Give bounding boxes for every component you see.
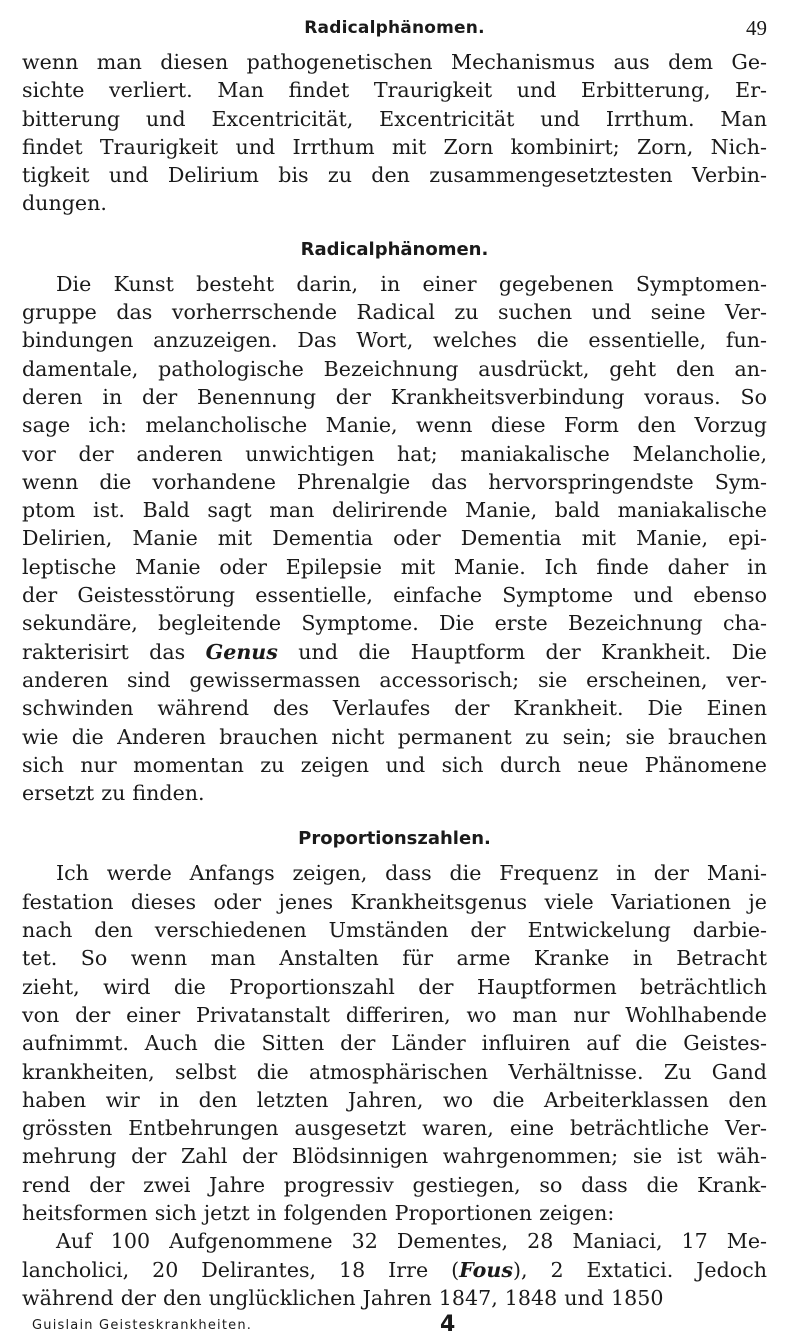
running-head [22,14,767,48]
text-line: krankheiten, selbst die atmosphärischen Verhältnisse. Zu Gand [22,1059,767,1084]
text-line: wie die Anderen brauchen nicht permanent zu sein; sie brauchen [22,724,767,749]
text-line: lancholici, 20 Delirantes, 18 Irre (Fous), 2 Extatici. Jedoch [22,1257,768,1282]
text-line: Die Kunst besteht darin, in einer gegebenen Symptomen- [56,271,767,296]
paragraph [22,270,767,808]
page-footer [22,1314,767,1340]
paragraph [22,1227,767,1312]
text-line: während der den unglücklichen Jahren 1847, 1848 und 1850 [22,1285,664,1310]
text-line: deren in der Benennung der Krankheitsverbindung voraus. So [22,384,767,409]
book-page [22,14,767,1340]
text-line: grössten Entbehrungen ausgesetzt waren, eine beträchtliche Ver- [22,1116,767,1141]
text-line: von der einer Privatanstalt differiren, wo man nur Wohlhabende [22,1002,767,1027]
section-heading: Proportionszahlen. [298,828,491,850]
text-line: sichte verliert. Man findet Traurigkeit und Erbitterung, Er- [22,78,767,103]
text-line: nach den verschiedenen Umständen der Entwickelung darbie- [22,918,767,943]
text-line: gruppe das vorherrschende Radical zu suchen und seine Ver- [22,300,767,325]
text-line: festation dieses oder jenes Krankheitsgenus viele Variationen je [22,889,767,914]
text-line: ersetzt zu finden. [22,781,205,806]
text-line: bitterung und Excentricität, Excentricität und Irrthum. Man [22,106,767,131]
running-title: Radicalphänomen. [304,18,485,38]
text-line: rend der zwei Jahre progressiv gestiegen, so dass die Krank- [22,1172,767,1197]
text-line: wenn die vorhandene Phrenalgie das hervorspringendste Sym- [22,469,767,494]
text-line: tet. So wenn man Anstalten für arme Kranke in Betracht [22,946,767,971]
text-line: findet Traurigkeit und Irrthum mit Zorn kombinirt; Zorn, Nich- [22,134,767,159]
printer-signature: Guislain Geisteskrankheiten. [32,1318,253,1334]
section-heading: Radicalphänomen. [300,238,489,260]
text-line: anderen sind gewissermassen accessorisch; sie erscheinen, ver- [22,667,767,692]
body-text [22,48,767,1312]
text-line: Auf 100 Aufgenommene 32 Dementes, 28 Maniaci, 17 Me- [56,1229,767,1254]
text-line: bindungen anzuzeigen. Das Wort, welches die essentielle, fun- [22,328,767,353]
text-line: sekundäre, begleitende Symptome. Die erste Bezeichnung cha- [22,611,767,636]
text-line: rakterisirt das Genus und die Hauptform der Krankheit. Die [22,639,767,664]
text-line: dungen. [22,191,107,216]
text-line: mehrung der Zahl der Blödsinnigen wahrgenommen; sie ist wäh- [22,1144,767,1169]
text-line: vor der anderen unwichtigen hat; maniakalische Melancholie, [22,441,767,466]
text-line: heitsformen sich jetzt in folgenden Proportionen zeigen: [22,1200,615,1225]
signature-mark: 4 [440,1312,456,1338]
text-line: haben wir in den letzten Jahren, wo die Arbeiterklassen den [22,1087,767,1112]
text-line: der Geistesstörung essentielle, einfache Symptome und ebenso [22,583,767,608]
text-line: aufnimmt. Auch die Sitten der Länder influiren auf die Geistes- [22,1031,767,1056]
page-number: 49 [746,16,767,40]
text-line: leptische Manie oder Epilepsie mit Manie. Ich finde daher in [22,554,767,579]
text-line: ptom ist. Bald sagt man delirirende Manie, bald maniakalische [22,498,767,523]
text-line: Delirien, Manie mit Dementia oder Dementia mit Manie, epi- [22,526,767,551]
text-line: sage ich: melancholische Manie, wenn diese Form den Vorzug [22,413,767,438]
text-line: schwinden während des Verlaufes der Krankheit. Die Einen [22,696,767,721]
paragraph [22,859,767,1227]
text-line: damentale, pathologische Bezeichnung ausdrückt, geht den an- [22,356,767,381]
text-line: wenn man diesen pathogenetischen Mechanismus aus dem Ge- [22,50,767,74]
text-line: sich nur momentan zu zeigen und sich durch neue Phänomene [22,752,767,777]
paragraph [22,48,767,218]
text-line: tigkeit und Delirium bis zu den zusammengesetztesten Verbin- [22,163,767,188]
text-line: Ich werde Anfangs zeigen, dass die Frequenz in der Mani- [56,861,767,886]
text-line: zieht, wird die Proportionszahl der Hauptformen beträchtlich [22,974,767,999]
